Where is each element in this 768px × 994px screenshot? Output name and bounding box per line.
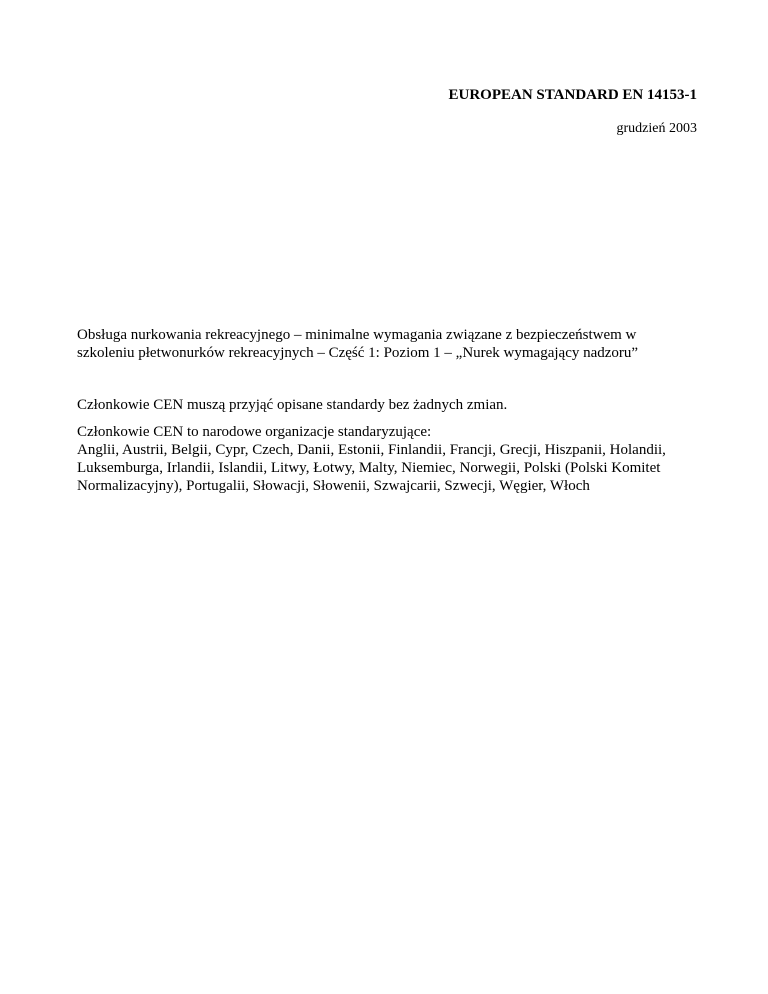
members-intro: Członkowie CEN to narodowe organizacje standaryzujące: [77,424,432,440]
standard-date: grudzień 2003 [616,121,697,136]
subject-line: Obsługa nurkowania rekreacyjnego – minimalne wymagania związane z bezpieczeństwem w [77,327,637,343]
members-countries-line: Anglii, Austrii, Belgii, Cypr, Czech, Danii, Estonii, Finlandii, Francji, Grecji, Hiszpanii, Holandii, [77,442,666,458]
standard-title: EUROPEAN STANDARD EN 14153-1 [448,87,697,103]
standard-subject [77,326,717,362]
members-countries-line: Luksemburga, Irlandii, Islandii, Litwy, Łotwy, Malty, Niemiec, Norwegii, Polski (Polski Komitet [77,460,661,476]
members-paragraph [77,423,717,495]
members-countries-line: Normalizacyjny), Portugalii, Słowacji, Słowenii, Szwajcarii, Szwecji, Węgier, Włoch [77,478,590,494]
subject-line: szkoleniu płetwonurków rekreacyjnych – Część 1: Poziom 1 – „Nurek wymagający nadzoru” [77,345,639,361]
members-rule-paragraph: Członkowie CEN muszą przyjąć opisane standardy bez żadnych zmian. [77,397,508,413]
